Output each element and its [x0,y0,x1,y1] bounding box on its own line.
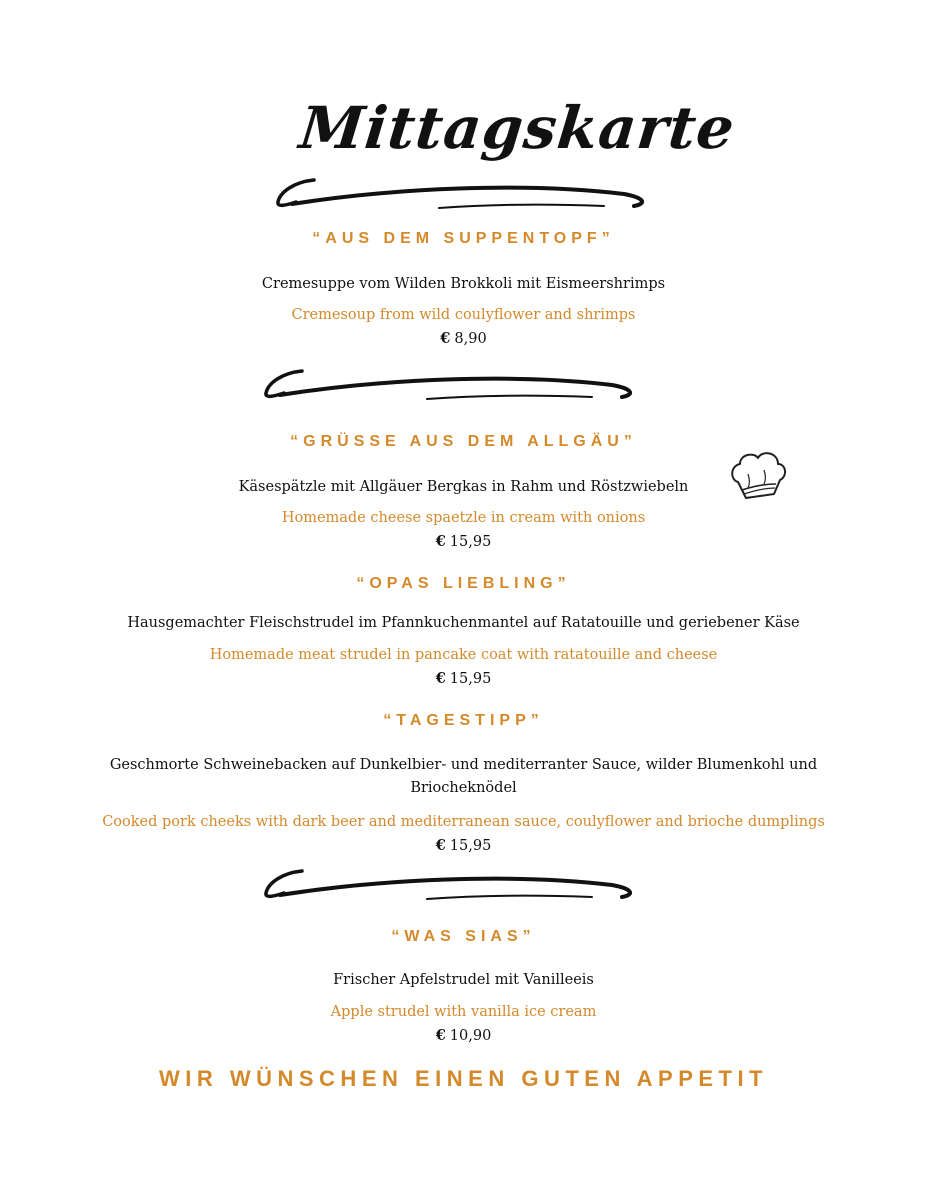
section-heading-allgaeu: “GRÜSSE AUS DEM ALLGÄU” [290,433,637,450]
dish-de-allgaeu: Käsespätzle mit Allgäuer Bergkas in Rahm und Röstzwiebeln [238,479,689,495]
dish-de-tagestipp-line2: Briocheknödel [410,780,517,796]
dish-en-allgaeu: Homemade cheese spaetzle in cream with onions [281,510,646,526]
dish-de-opas: Hausgemachter Fleischstrudel im Pfannkuchenmantel auf Ratatouille und geriebener Käse [127,615,800,631]
section-heading-dessert: “WAS SIAS” [391,928,536,945]
swash-divider-top [274,172,650,218]
dish-en-dessert: Apple strudel with vanilla ice cream [330,1004,597,1020]
section-heading-opas: “OPAS LIEBLING” [356,575,571,592]
price-tagestipp: € 15,95 [435,837,492,854]
dish-en-tagestipp: Cooked pork cheeks with dark beer and mediterranean sauce, coulyflower and brioche dumplings [102,814,825,830]
menu-title: Mittagskarte [296,94,739,162]
section-heading-soup: “AUS DEM SUPPENTOPF” [312,230,615,247]
swash-divider-bottom [262,865,638,909]
price-opas: € 15,95 [435,670,492,687]
footer-greeting: WIR WÜNSCHEN EINEN GUTEN APPETIT [158,1066,769,1091]
dish-en-soup: Cremesoup from wild coulyflower and shrimps [291,307,636,323]
swash-divider-middle [262,365,638,409]
chef-hat-icon [728,450,788,506]
section-heading-tagestipp: “TAGESTIPP” [383,712,544,729]
dish-de-tagestipp-line1: Geschmorte Schweinebacken auf Dunkelbier- und mediterranter Sauce, wilder Blumenkohl und [109,757,818,773]
dish-en-opas: Homemade meat strudel in pancake coat with ratatouille and cheese [209,647,718,663]
price-soup: € 8,90 [440,330,487,347]
price-dessert: € 10,90 [435,1027,492,1044]
dish-de-dessert: Frischer Apfelstrudel mit Vanilleeis [333,972,594,988]
price-allgaeu: € 15,95 [435,533,492,550]
dish-de-soup: Cremesuppe vom Wilden Brokkoli mit Eismeershrimps [261,276,666,292]
